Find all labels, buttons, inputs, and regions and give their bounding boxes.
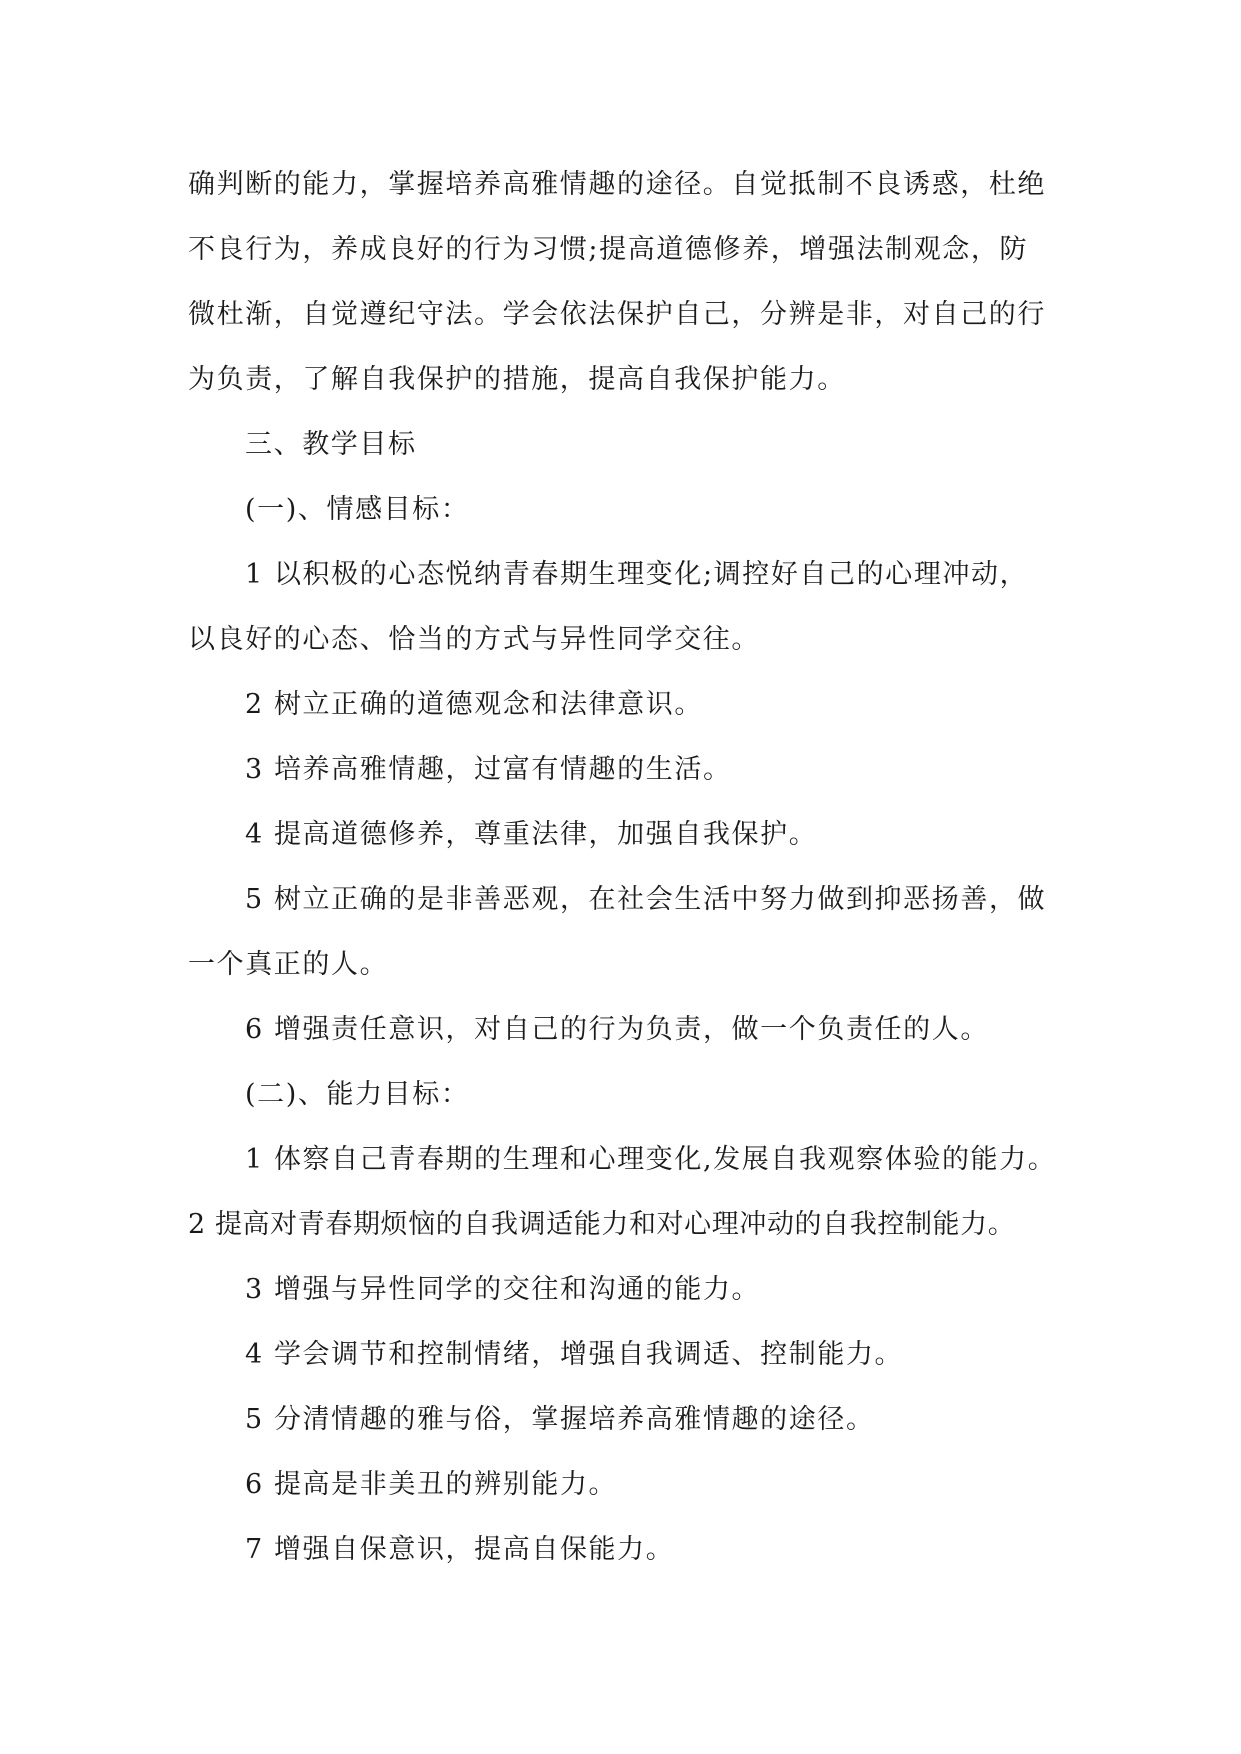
list-item: 4 提高道德修养，尊重法律，加强自我保护。 (245, 819, 818, 850)
paragraph-line: 为负责，了解自我保护的措施，提高自我保护能力。 (188, 364, 846, 395)
list-item: 3 培养高雅情趣，过富有情趣的生活。 (245, 754, 732, 785)
list-item-continuation: 以良好的心态、恰当的方式与异性同学交往。 (188, 624, 760, 655)
list-item: 2 提高对青春期烦恼的自我调适能力和对心理冲动的自我控制能力。 (188, 1209, 1016, 1240)
subsection-heading: (一)、情感目标： (245, 494, 470, 525)
list-item: 5 分清情趣的雅与俗，掌握培养高雅情趣的途径。 (245, 1404, 875, 1435)
list-item: 1 以积极的心态悦纳青春期生理变化;调控好自己的心理冲动， (245, 559, 1029, 590)
list-item: 7 增强自保意识，提高自保能力。 (245, 1534, 675, 1565)
list-item: 6 提高是非美丑的辨别能力。 (245, 1469, 618, 1500)
list-item: 5 树立正确的是非善恶观，在社会生活中努力做到抑恶扬善，做 (245, 884, 1047, 915)
paragraph-line: 微杜渐，自觉遵纪守法。学会依法保护自己，分辨是非，对自己的行 (188, 299, 1046, 330)
list-item: 2 树立正确的道德观念和法律意识。 (245, 689, 703, 720)
list-item: 4 学会调节和控制情绪，增强自我调适、控制能力。 (245, 1339, 904, 1370)
list-item-continuation: 一个真正的人。 (188, 949, 389, 980)
subsection-heading: (二)、能力目标： (245, 1079, 470, 1110)
section-heading: 三、教学目标 (245, 429, 417, 460)
paragraph-line: 确判断的能力，掌握培养高雅情趣的途径。自觉抵制不良诱惑，杜绝 (188, 169, 1046, 200)
list-item: 1 体察自己青春期的生理和心理变化,发展自我观察体验的能力。 (245, 1144, 1057, 1175)
list-item: 6 增强责任意识，对自己的行为负责，做一个负责任的人。 (245, 1014, 989, 1045)
list-item: 3 增强与异性同学的交往和沟通的能力。 (245, 1274, 761, 1305)
paragraph-line: 不良行为，养成良好的行为习惯;提高道德修养，增强法制观念，防 (188, 234, 1029, 265)
